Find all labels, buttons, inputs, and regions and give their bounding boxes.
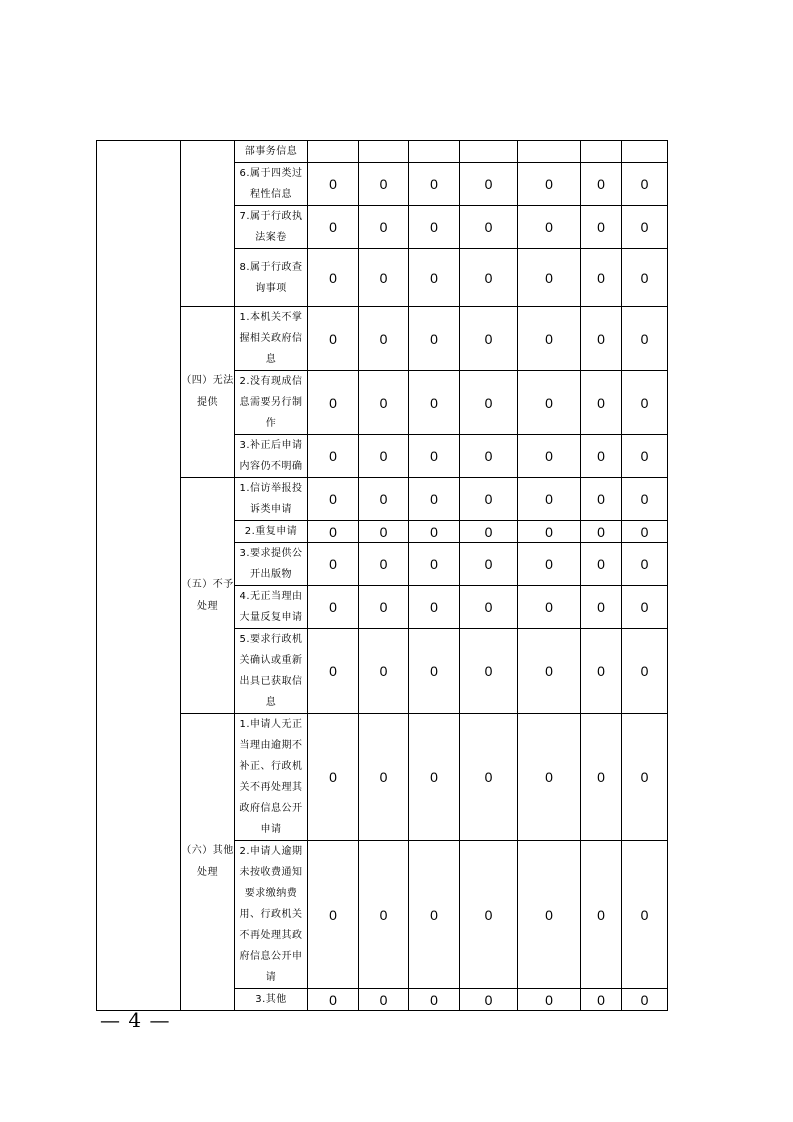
- value-cell: 0: [460, 435, 518, 478]
- value-cell: 0: [460, 543, 518, 586]
- group-label-not-processed: （五）不予处理: [181, 478, 235, 714]
- group-label-other-handling: （六）其他处理: [181, 714, 235, 1011]
- value-cell: 0: [308, 586, 359, 629]
- value-cell: 0: [518, 543, 581, 586]
- table-row: [97, 141, 668, 163]
- value-cell: 0: [518, 435, 581, 478]
- value-cell: 0: [359, 714, 409, 841]
- value-cell: 0: [308, 249, 359, 307]
- row-label: 2.申请人逾期未按收费通知要求缴纳费用、行政机关不再处理其政府信息公开申请: [235, 841, 308, 989]
- value-cell: 0: [409, 478, 460, 521]
- row-label: 4.无正当理由大量反复申请: [235, 586, 308, 629]
- value-cell: 0: [460, 714, 518, 841]
- value-cell: 0: [518, 841, 581, 989]
- value-cell: 0: [622, 586, 668, 629]
- value-cell: 0: [409, 307, 460, 371]
- value-cell: 0: [308, 714, 359, 841]
- value-cell: 0: [460, 206, 518, 249]
- value-cell: 0: [622, 249, 668, 307]
- value-cell: 0: [359, 249, 409, 307]
- value-cell: 0: [518, 371, 581, 435]
- value-cell: 0: [359, 543, 409, 586]
- value-cell: 0: [622, 478, 668, 521]
- value-cell: 0: [622, 163, 668, 206]
- value-cell: 0: [359, 989, 409, 1011]
- value-cell: 0: [581, 629, 622, 714]
- value-cell: 0: [409, 586, 460, 629]
- row-label: 2.重复申请: [235, 521, 308, 543]
- value-cell: 0: [409, 629, 460, 714]
- value-cell: 0: [518, 586, 581, 629]
- value-cell: 0: [359, 206, 409, 249]
- row-label: 6.属于四类过程性信息: [235, 163, 308, 206]
- row-label: 1.本机关不掌握相关政府信息: [235, 307, 308, 371]
- row-label: 1.申请人无正当理由逾期不补正、行政机关不再处理其政府信息公开申请: [235, 714, 308, 841]
- outer-category-cell: [97, 141, 181, 1011]
- value-cell: 0: [622, 989, 668, 1011]
- value-cell: 0: [409, 989, 460, 1011]
- value-cell: 0: [409, 435, 460, 478]
- value-cell: 0: [359, 841, 409, 989]
- value-cell: 0: [359, 521, 409, 543]
- value-cell: 0: [518, 307, 581, 371]
- value-cell: 0: [460, 841, 518, 989]
- page-number: — 4 —: [100, 1008, 171, 1032]
- value-cell: 0: [518, 249, 581, 307]
- value-cell: 0: [409, 206, 460, 249]
- value-cell: 0: [460, 521, 518, 543]
- value-cell: 0: [518, 206, 581, 249]
- value-cell: 0: [622, 435, 668, 478]
- value-cell: 0: [359, 629, 409, 714]
- row-label: 部事务信息: [235, 141, 308, 163]
- value-cell: 0: [460, 478, 518, 521]
- value-cell: 0: [409, 249, 460, 307]
- value-cell: 0: [359, 478, 409, 521]
- value-cell: 0: [622, 714, 668, 841]
- value-cell: [359, 141, 409, 163]
- table-row: [97, 307, 668, 371]
- value-cell: 0: [622, 841, 668, 989]
- value-cell: 0: [581, 586, 622, 629]
- value-cell: 0: [581, 307, 622, 371]
- value-cell: 0: [518, 989, 581, 1011]
- value-cell: 0: [409, 714, 460, 841]
- value-cell: 0: [359, 435, 409, 478]
- value-cell: 0: [581, 371, 622, 435]
- value-cell: 0: [622, 521, 668, 543]
- value-cell: 0: [581, 841, 622, 989]
- value-cell: 0: [581, 989, 622, 1011]
- row-label: 3.其他: [235, 989, 308, 1011]
- value-cell: 0: [460, 163, 518, 206]
- value-cell: 0: [308, 521, 359, 543]
- value-cell: 0: [460, 586, 518, 629]
- value-cell: 0: [308, 989, 359, 1011]
- value-cell: 0: [308, 435, 359, 478]
- group-label-unable-to-provide: （四）无法提供: [181, 307, 235, 478]
- value-cell: 0: [581, 206, 622, 249]
- value-cell: 0: [308, 307, 359, 371]
- value-cell: 0: [409, 521, 460, 543]
- value-cell: 0: [460, 249, 518, 307]
- value-cell: [581, 141, 622, 163]
- table-row: [97, 714, 668, 841]
- value-cell: [308, 141, 359, 163]
- value-cell: 0: [460, 307, 518, 371]
- value-cell: 0: [622, 206, 668, 249]
- value-cell: 0: [409, 543, 460, 586]
- row-label: 5.要求行政机关确认或重新出具已获取信息: [235, 629, 308, 714]
- value-cell: [460, 141, 518, 163]
- value-cell: 0: [409, 371, 460, 435]
- row-label: 2.没有现成信息需要另行制作: [235, 371, 308, 435]
- value-cell: 0: [622, 371, 668, 435]
- row-label: 3.补正后申请内容仍不明确: [235, 435, 308, 478]
- value-cell: 0: [460, 989, 518, 1011]
- table-row: [97, 478, 668, 521]
- value-cell: [518, 141, 581, 163]
- value-cell: 0: [308, 163, 359, 206]
- row-label: 7.属于行政执法案卷: [235, 206, 308, 249]
- value-cell: 0: [581, 714, 622, 841]
- value-cell: 0: [518, 478, 581, 521]
- value-cell: 0: [409, 841, 460, 989]
- value-cell: 0: [308, 629, 359, 714]
- value-cell: 0: [308, 543, 359, 586]
- value-cell: 0: [581, 521, 622, 543]
- row-label: 3.要求提供公开出版物: [235, 543, 308, 586]
- row-label: 1.信访举报投诉类申请: [235, 478, 308, 521]
- value-cell: 0: [308, 478, 359, 521]
- value-cell: 0: [359, 586, 409, 629]
- value-cell: 0: [518, 521, 581, 543]
- value-cell: [409, 141, 460, 163]
- value-cell: 0: [622, 543, 668, 586]
- value-cell: 0: [581, 543, 622, 586]
- value-cell: 0: [308, 206, 359, 249]
- value-cell: 0: [622, 307, 668, 371]
- value-cell: 0: [460, 371, 518, 435]
- disclosure-statistics-table: [96, 140, 668, 1011]
- value-cell: 0: [581, 478, 622, 521]
- group-cell-continued: [181, 141, 235, 307]
- value-cell: 0: [518, 629, 581, 714]
- value-cell: [622, 141, 668, 163]
- value-cell: 0: [581, 435, 622, 478]
- value-cell: 0: [518, 163, 581, 206]
- value-cell: 0: [359, 307, 409, 371]
- value-cell: 0: [409, 163, 460, 206]
- value-cell: 0: [308, 371, 359, 435]
- value-cell: 0: [581, 249, 622, 307]
- value-cell: 0: [359, 163, 409, 206]
- value-cell: 0: [359, 371, 409, 435]
- value-cell: 0: [622, 629, 668, 714]
- row-label: 8.属于行政查询事项: [235, 249, 308, 307]
- value-cell: 0: [518, 714, 581, 841]
- value-cell: 0: [581, 163, 622, 206]
- value-cell: 0: [460, 629, 518, 714]
- value-cell: 0: [308, 841, 359, 989]
